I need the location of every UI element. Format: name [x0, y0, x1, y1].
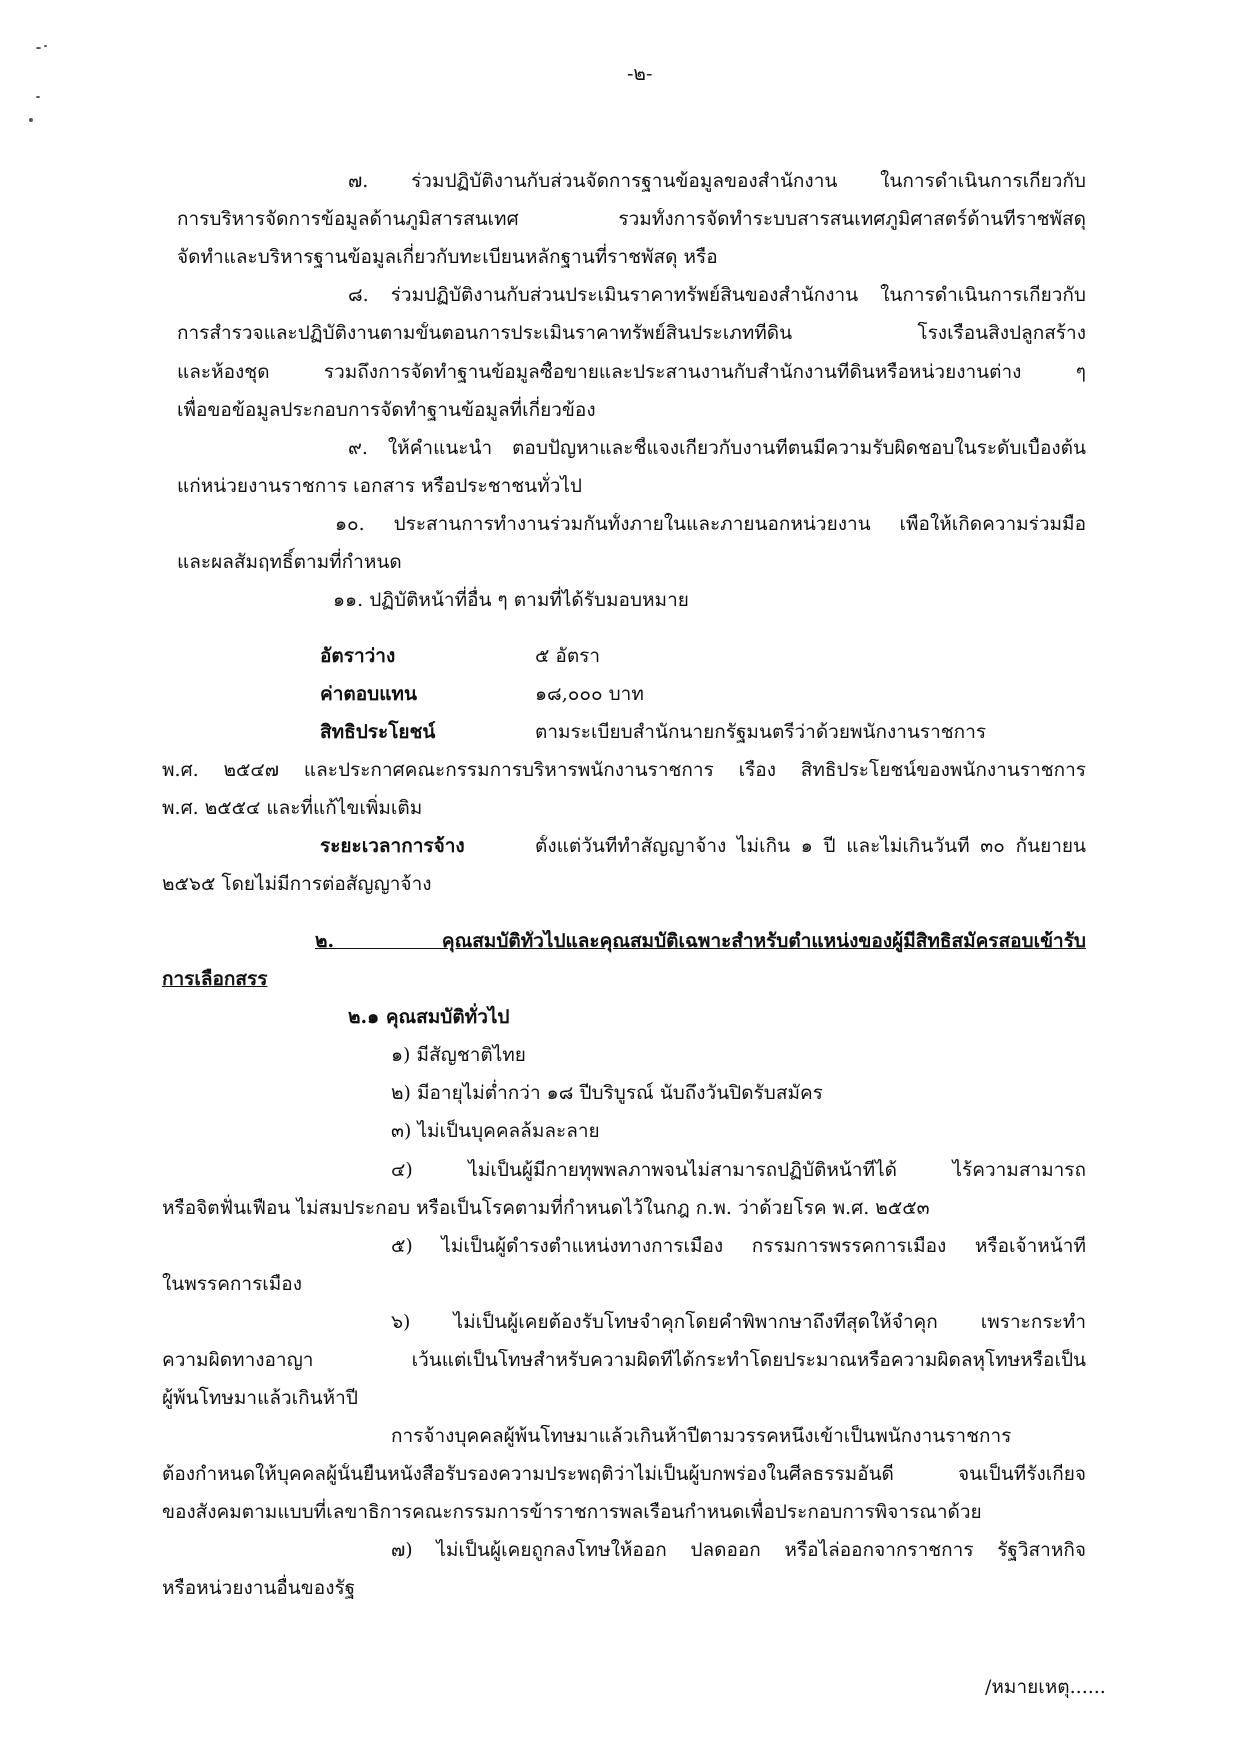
- qualification-4-line-1: ๔) ไม่เป็นผู้มีกายทุพพลภาพจนไม่สามารถปฏิบัติหน้าที่ได้ ไร้ความสามารถ: [391, 1159, 1086, 1181]
- item-8-line-3: และห้องชุด รวมถึงการจัดทำฐานข้อมูลซื้อขายและประสานงานกับสำนักงานที่ดินหรือหน่วยงานต่าง ๆ: [177, 361, 1086, 383]
- vacancy-label: อัตราว่าง: [320, 645, 396, 667]
- page-number: -๒-: [627, 63, 653, 85]
- qualification-4-line-2: หรือจิตฟั่นเฟือน ไม่สมประกอบ หรือเป็นโรคตามที่กำหนดไว้ในกฎ ก.พ. ว่าด้วยโรค พ.ศ. ๒๕๕๓: [162, 1197, 930, 1219]
- paragraph-line-1: การจ้างบุคคลผู้พ้นโทษมาแล้วเกินห้าปีตามวรรคหนึ่งเข้าเป็นพนักงานราชการ: [391, 1425, 1012, 1447]
- section-2-heading-cont: การเลือกสรร: [162, 968, 268, 990]
- scan-speck: [36, 47, 41, 49]
- qualification-7-line-1: ๗) ไม่เป็นผู้เคยถูกลงโทษให้ออก ปลดออก หรือไล่ออกจากราชการ รัฐวิสาหกิจ: [391, 1539, 1086, 1561]
- qualification-3: ๓) ไม่เป็นบุคคลล้มละลาย: [391, 1120, 600, 1142]
- item-8-line-1: ๘. ร่วมปฏิบัติงานกับส่วนประเมินราคาทรัพย์สินของสำนักงาน ในการดำเนินการเกี่ยวกับ: [348, 284, 1086, 306]
- qualification-2: ๒) มีอายุไม่ต่ำกว่า ๑๘ ปีบริบูรณ์ นับถึงวันปิดรับสมัคร: [391, 1082, 823, 1104]
- qualification-7-line-2: หรือหน่วยงานอื่นของรัฐ: [162, 1577, 356, 1599]
- qualification-1: ๑) มีสัญชาติไทย: [391, 1044, 526, 1066]
- qualification-6-line-3: ผู้พ้นโทษมาแล้วเกินห้าปี: [162, 1387, 358, 1409]
- qualification-6-line-2: ความผิดทางอาญา เว้นแต่เป็นโทษสำหรับความผิดที่ได้กระทำโดยประมาณหรือความผิดลหุโทษหรือเป็น: [162, 1349, 1086, 1371]
- item-9-line-2: แก่หน่วยงานราชการ เอกสาร หรือประชาชนทั่วไป: [177, 475, 582, 497]
- qualification-5-line-2: ในพรรคการเมือง: [162, 1273, 302, 1295]
- benefit-line-3: พ.ศ. ๒๕๕๔ และที่แก้ไขเพิ่มเติม: [162, 797, 423, 819]
- item-8-line-2: การสำรวจและปฏิบัติงานตามขั้นตอนการประเมินราคาทรัพย์สินประเภทที่ดิน โรงเรือนสิ่งปลูกสร้าง: [177, 322, 1086, 344]
- scan-speck: [36, 96, 40, 98]
- item-8-line-4: เพื่อขอข้อมูลประกอบการจัดทำฐานข้อมูลที่เกี่ยวข้อง: [177, 399, 596, 421]
- scan-speck: [29, 118, 33, 122]
- item-7-line-2: การบริหารจัดการข้อมูลด้านภูมิสารสนเทศ รวมทั้งการจัดทำระบบสารสนเทศภูมิศาสตร์ด้านที่ราชพัสดุ: [177, 208, 1086, 230]
- section-2-heading: ๒. คุณสมบัติทั่วไปและคุณสมบัติเฉพาะสำหรับตำแหน่งของผู้มีสิทธิสมัครสอบเข้ารับ: [315, 930, 1086, 952]
- item-7-line-3: จัดทำและบริหารฐานข้อมูลเกี่ยวกับทะเบียนหลักฐานที่ราชพัสดุ หรือ: [177, 246, 718, 268]
- period-label: ระยะเวลาการจ้าง: [320, 835, 465, 857]
- pay-value: ๑๘,๐๐๐ บาท: [535, 683, 644, 705]
- section-2-1-heading: ๒.๑ คุณสมบัติทั่วไป: [348, 1006, 510, 1028]
- item-7-line-1: ๗. ร่วมปฏิบัติงานกับส่วนจัดการฐานข้อมูลของสำนักงาน ในการดำเนินการเกี่ยวกับ: [348, 170, 1086, 192]
- paragraph-line-3: ของสังคมตามแบบที่เลขาธิการคณะกรรมการข้าราชการพลเรือนกำหนดเพื่อประกอบการพิจารณาด้วย: [162, 1501, 982, 1523]
- period-line-2: ๒๕๖๕ โดยไม่มีการต่อสัญญาจ้าง: [162, 873, 432, 895]
- scan-speck: [44, 45, 47, 47]
- item-11-line-1: ๑๑. ปฏิบัติหน้าที่อื่น ๆ ตามที่ได้รับมอบหมาย: [333, 589, 689, 611]
- paragraph-line-2: ต้องกำหนดให้บุคคลผู้นั้นยื่นหนังสือรับรองความประพฤติว่าไม่เป็นผู้บกพร่องในศีลธรรมอันดี จนเป็นที่รังเกียจ: [162, 1463, 1086, 1485]
- qualification-5-line-1: ๕) ไม่เป็นผู้ดำรงตำแหน่งทางการเมือง กรรมการพรรคการเมือง หรือเจ้าหน้าที่: [391, 1235, 1086, 1257]
- item-9-line-1: ๙. ให้คำแนะนำ ตอบปัญหาและชี้แจงเกี่ยวกับงานที่ตนมีความรับผิดชอบในระดับเบื้องต้น: [348, 437, 1086, 459]
- benefit-label: สิทธิประโยชน์: [320, 721, 436, 743]
- benefit-line-2: พ.ศ. ๒๕๔๗ และประกาศคณะกรรมการบริหารพนักงานราชการ เรื่อง สิทธิประโยชน์ของพนักงานราชการ: [162, 759, 1086, 781]
- item-10-line-1: ๑๐. ประสานการทำงานร่วมกันทั้งภายในและภายนอกหน่วยงาน เพื่อให้เกิดความร่วมมือ: [335, 513, 1086, 535]
- benefit-value: ตามระเบียบสำนักนายกรัฐมนตรีว่าด้วยพนักงานราชการ: [535, 721, 987, 743]
- qualification-6-line-1: ๖) ไม่เป็นผู้เคยต้องรับโทษจำคุกโดยคำพิพากษาถึงที่สุดให้จำคุก เพราะกระทำ: [391, 1311, 1086, 1333]
- continuation-note: /หมายเหตุ......: [985, 1676, 1106, 1698]
- vacancy-value: ๕ อัตรา: [535, 645, 601, 667]
- period-value: ตั้งแต่วันที่ทำสัญญาจ้าง ไม่เกิน ๑ ปี และไม่เกินวันที่ ๓๐ กันยายน: [535, 835, 1086, 857]
- pay-label: ค่าตอบแทน: [320, 683, 417, 705]
- item-10-line-2: และผลสัมฤทธิ์ตามที่กำหนด: [177, 551, 402, 573]
